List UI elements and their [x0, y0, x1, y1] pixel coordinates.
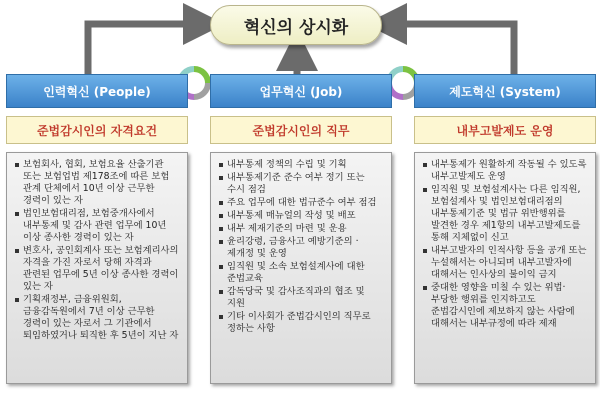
list-item: 내부고발자의 인적사항 등을 공개 또는 누설해서는 아니되며 내부고발자에 대해서는 인사상의 불이익 금지	[431, 245, 589, 281]
column-header-label: 인력혁신 (People)	[43, 84, 151, 99]
column-header	[6, 74, 188, 108]
list-item: 기타 이사회가 준법감시인의 직무로 정하는 사항	[227, 311, 385, 335]
list-item: 주요 업무에 대한 법규준수 여부 점검	[227, 197, 385, 209]
list-item: 내부통제기준 준수 여부 정기 또는 수시 점검	[227, 172, 385, 196]
list-item: 중대한 영향을 미칠 수 있는 위법·부당한 행위를 인지하고도 준법감시인에 제보하지 않는 사람에 대해서는 내부규정에 따라 제재	[431, 282, 589, 330]
column-body	[6, 152, 188, 384]
column-header	[210, 74, 392, 108]
column-system	[414, 74, 596, 384]
column-subheader	[6, 116, 188, 144]
column-header	[414, 74, 596, 108]
column-job	[210, 74, 392, 384]
list-item: 감독당국 및 감사조직과의 협조 및 지원	[227, 286, 385, 310]
column-subheader-label: 준법감시인의 자격요건	[36, 123, 158, 138]
column-header-label: 업무혁신 (Job)	[259, 84, 343, 99]
column-body	[210, 152, 392, 384]
list-item: 내부통제 정책의 수립 및 기획	[227, 159, 385, 171]
list-item: 윤리강령, 금융사고 예방기준의 ·제개정 및 운영	[227, 236, 385, 260]
bullet-list	[13, 159, 181, 342]
top-title: 혁신의 상시화	[243, 17, 349, 38]
column-subheader-label: 내부고발제도 운영	[456, 123, 554, 138]
list-item: 보험회사, 협회, 보험요율 산출기관 또는 보험업법 제178조에 따른 보험 관계 단체에서 10년 이상 근무한 경력이 있는 자	[23, 159, 181, 207]
column-people	[6, 74, 188, 384]
list-item: 기획재정부, 금융위원회, 금융감독원에서 7년 이상 근무한 경력이 있는 자로서 그 기관에서 퇴임하였거나 퇴직한 후 5년이 지난 자	[23, 294, 181, 342]
list-item: 내부 제재기준의 마련 및 운용	[227, 223, 385, 235]
list-item: 내부통제 매뉴얼의 작성 및 배포	[227, 210, 385, 222]
column-subheader	[210, 116, 392, 144]
list-item: 변호사, 공인회계사 또는 보험계리사의 자격을 가진 자로서 당해 자격과 관련된 업무에 5년 이상 종사한 경력이 있는 자	[23, 245, 181, 293]
bullet-list	[217, 159, 385, 335]
list-item: 임직원 및 보험설계사는 다른 임직원, 보험설계사 및 법인보험대리점의 내부통제기준 및 법규 위반행위를 발견한 경우 제1항의 내부고발제도를 통해 지체없이 신고	[431, 184, 589, 244]
top-title-box	[210, 5, 382, 45]
list-item: 내부통제가 원활하게 작동될 수 있도록 내부고발제도 운영	[431, 159, 589, 183]
column-body	[414, 152, 596, 384]
column-subheader-label: 준법감시인의 직무	[252, 123, 350, 138]
list-item: 법인보험대리점, 보험중개사에서 내부통제 및 감사 관련 업무에 10년 이상 종사한 경력이 있는 자	[23, 208, 181, 244]
column-subheader	[414, 116, 596, 144]
list-item: 임직원 및 소속 보험설계사에 대한 준법교육	[227, 261, 385, 285]
bullet-list	[421, 159, 589, 330]
column-header-label: 제도혁신 (System)	[449, 84, 561, 99]
